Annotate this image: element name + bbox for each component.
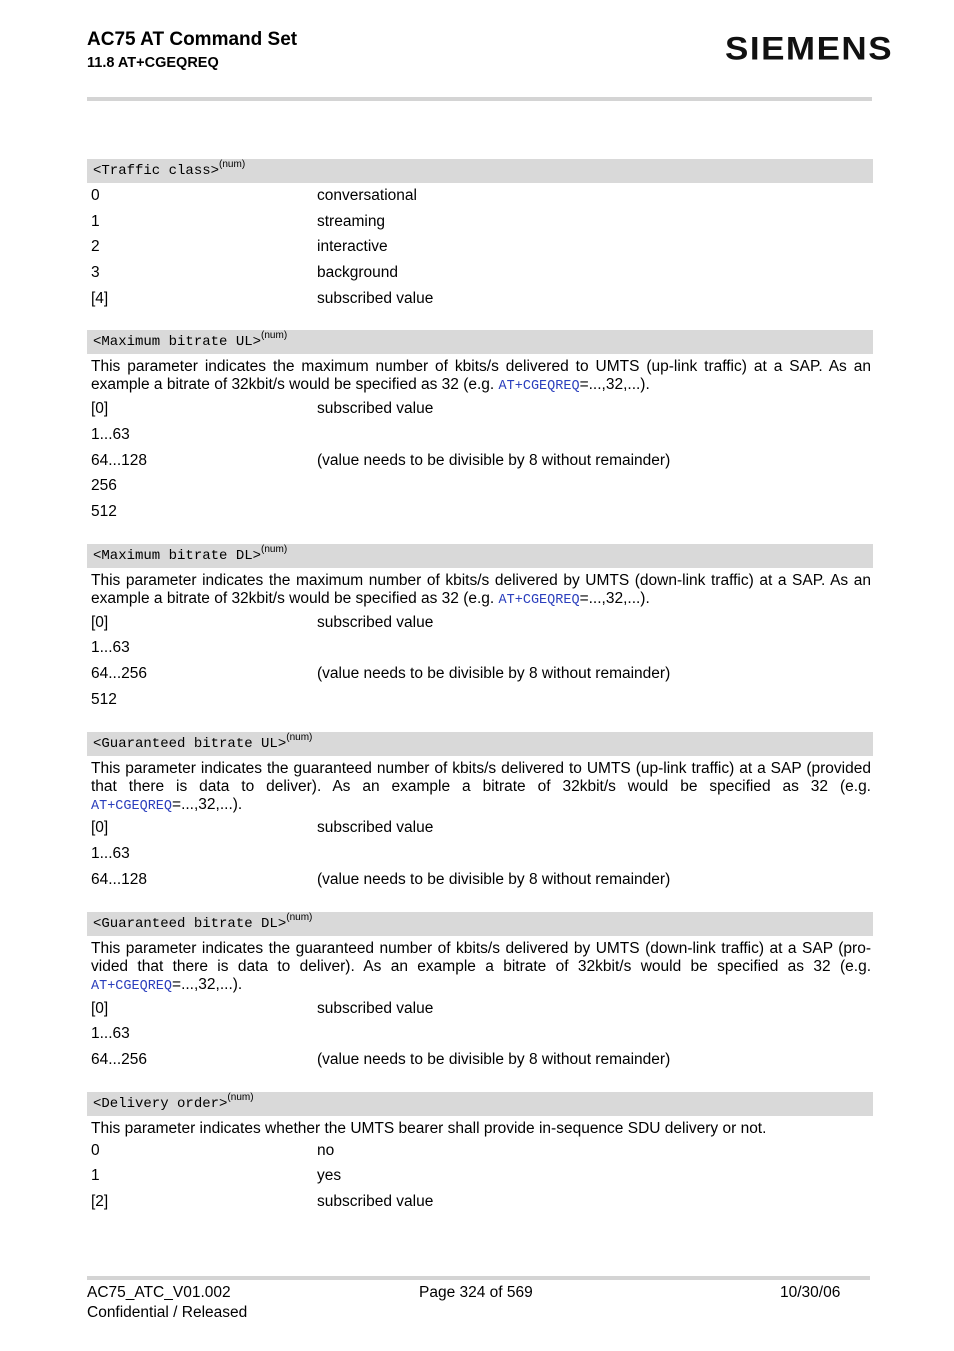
value-row bbox=[87, 1138, 873, 1164]
command-link[interactable]: AT+CGEQREQ bbox=[498, 592, 580, 608]
value-row bbox=[87, 867, 873, 893]
description-text: =...,32,...). bbox=[172, 795, 243, 813]
command-link[interactable]: AT+CGEQREQ bbox=[498, 379, 580, 395]
value-meaning: (value needs to be divisible by 8 without remainder) bbox=[317, 451, 671, 469]
header-divider bbox=[87, 97, 872, 101]
parameter-section bbox=[87, 159, 873, 311]
value-row bbox=[87, 1047, 873, 1073]
value-meaning: (value needs to be divisible by 8 without remainder) bbox=[317, 1050, 671, 1068]
value-row bbox=[87, 610, 873, 636]
parameter-header bbox=[87, 1092, 873, 1116]
parameter-value: 1 bbox=[91, 1167, 100, 1185]
value-meaning: (value needs to be divisible by 8 without remainder) bbox=[317, 665, 671, 683]
parameter-name: <Guaranteed bitrate DL> bbox=[93, 915, 287, 932]
value-meaning: subscribed value bbox=[317, 819, 434, 837]
value-row bbox=[87, 499, 873, 525]
parameter-value: 64...256 bbox=[91, 665, 148, 683]
description-text: =...,32,...). bbox=[579, 376, 650, 394]
parameter-description bbox=[87, 354, 873, 396]
parameter-value: 1...63 bbox=[91, 639, 130, 657]
value-row bbox=[87, 661, 873, 687]
siemens-logo: SIEMENS bbox=[725, 31, 894, 67]
parameter-header bbox=[87, 732, 873, 756]
footer-page-number: Page 324 of 569 bbox=[419, 1284, 533, 1301]
parameter-value: [4] bbox=[91, 289, 109, 307]
parameter-value: [0] bbox=[91, 819, 109, 837]
parameter-name: <Maximum bitrate UL> bbox=[93, 334, 262, 351]
parameter-type: (num) bbox=[261, 543, 288, 555]
value-meaning: (value needs to be divisible by 8 without remainder) bbox=[317, 870, 671, 888]
parameter-description bbox=[87, 1116, 873, 1138]
parameter-value: 64...128 bbox=[91, 870, 148, 888]
value-row bbox=[87, 396, 873, 422]
parameter-description bbox=[87, 936, 873, 996]
document-title: AC75 AT Command Set bbox=[87, 29, 298, 50]
command-link[interactable]: AT+CGEQREQ bbox=[91, 978, 173, 994]
parameter-description bbox=[87, 568, 873, 610]
value-row bbox=[87, 209, 873, 235]
parameter-header bbox=[87, 544, 873, 568]
value-meaning: interactive bbox=[317, 238, 388, 256]
description-text: This parameter indicates the maximum number of kbits/s delivered by UMTS (down-link traffic) at a SAP. As an example a bitrate of 32kbit/s would be specified as 32 (e.g. bbox=[91, 571, 871, 607]
value-meaning: no bbox=[317, 1141, 335, 1159]
parameter-value: 256 bbox=[91, 477, 117, 495]
value-row bbox=[87, 996, 873, 1022]
footer-divider bbox=[87, 1276, 870, 1280]
parameter-type: (num) bbox=[286, 911, 313, 923]
value-meaning: subscribed value bbox=[317, 289, 434, 307]
parameter-value: 512 bbox=[91, 503, 117, 521]
parameter-description bbox=[87, 756, 873, 816]
value-row bbox=[87, 234, 873, 260]
parameter-type: (num) bbox=[261, 330, 288, 342]
description-text: This parameter indicates the maximum number of kbits/s delivered to UMTS (up-link traffic) at a SAP. As an example a bitrate of 32kbit/s would be specified as 32 (e.g. bbox=[91, 358, 871, 394]
value-meaning: conversational bbox=[317, 186, 417, 204]
section-heading: 11.8 AT+CGEQREQ bbox=[87, 55, 219, 71]
description-text: This parameter indicates the guaranteed number of kbits/s delivered by UMTS (down-link traffic) at a SAP (pro-vided that there is data to deliver). As an example a bitrate of 32kbit/s would be specified as 32 (e.g. bbox=[91, 939, 871, 975]
value-row bbox=[87, 448, 873, 474]
parameter-value: 1...63 bbox=[91, 425, 130, 443]
parameter-type: (num) bbox=[219, 159, 246, 170]
value-row bbox=[87, 422, 873, 448]
value-row bbox=[87, 1021, 873, 1047]
parameter-name: <Guaranteed bitrate UL> bbox=[93, 735, 287, 752]
value-row bbox=[87, 816, 873, 842]
parameter-type: (num) bbox=[227, 1091, 254, 1103]
parameter-value: [2] bbox=[91, 1192, 109, 1210]
footer-status: Confidential / Released bbox=[87, 1304, 248, 1321]
parameter-name: <Traffic class> bbox=[93, 163, 220, 179]
parameter-header bbox=[87, 159, 873, 183]
parameter-section bbox=[87, 330, 873, 524]
parameter-value: 1...63 bbox=[91, 1025, 130, 1043]
command-link[interactable]: AT+CGEQREQ bbox=[91, 798, 173, 814]
value-row bbox=[87, 286, 873, 312]
value-meaning: yes bbox=[317, 1167, 342, 1185]
parameter-name: <Maximum bitrate DL> bbox=[93, 547, 262, 564]
description-text: This parameter indicates the guaranteed number of kbits/s delivered to UMTS (up-link traffic) at a SAP (provided that there is data to deliver). As an example a bitrate of 32kbit/s would be specified as 32 (e.g. bbox=[91, 759, 871, 795]
value-row bbox=[87, 474, 873, 500]
value-row bbox=[87, 260, 873, 286]
parameter-value: [0] bbox=[91, 400, 109, 418]
parameter-value: 0 bbox=[91, 186, 100, 204]
parameter-value: 3 bbox=[91, 263, 100, 281]
value-meaning: subscribed value bbox=[317, 400, 434, 418]
value-row bbox=[87, 1189, 873, 1215]
value-row bbox=[87, 636, 873, 662]
parameter-section bbox=[87, 1092, 873, 1215]
value-meaning: subscribed value bbox=[317, 1192, 434, 1210]
description-text: =...,32,...). bbox=[172, 975, 243, 993]
value-meaning: background bbox=[317, 263, 399, 281]
footer-doc-id: AC75_ATC_V01.002 bbox=[87, 1284, 231, 1301]
parameter-value: 1 bbox=[91, 212, 100, 230]
parameter-section bbox=[87, 544, 873, 713]
parameter-header bbox=[87, 330, 873, 354]
parameter-value: 64...128 bbox=[91, 451, 148, 469]
value-meaning: subscribed value bbox=[317, 999, 434, 1017]
parameter-type: (num) bbox=[286, 731, 313, 743]
value-row bbox=[87, 687, 873, 713]
parameter-value: 0 bbox=[91, 1141, 100, 1159]
parameter-list bbox=[87, 159, 873, 1234]
description-text: This parameter indicates whether the UMTS bearer shall provide in-sequence SDU delivery or not. bbox=[91, 1119, 767, 1137]
parameter-value: [0] bbox=[91, 999, 109, 1017]
parameter-value: 512 bbox=[91, 690, 117, 708]
footer-date: 10/30/06 bbox=[780, 1284, 841, 1301]
value-row bbox=[87, 183, 873, 209]
parameter-value: 64...256 bbox=[91, 1050, 148, 1068]
parameter-value: [0] bbox=[91, 613, 109, 631]
description-text: =...,32,...). bbox=[579, 589, 650, 607]
parameter-value: 1...63 bbox=[91, 845, 130, 863]
value-meaning: streaming bbox=[317, 212, 386, 230]
value-meaning: subscribed value bbox=[317, 613, 434, 631]
parameter-section bbox=[87, 912, 873, 1073]
parameter-section bbox=[87, 732, 873, 893]
value-row bbox=[87, 1163, 873, 1189]
parameter-header bbox=[87, 912, 873, 936]
parameter-value: 2 bbox=[91, 238, 100, 256]
parameter-name: <Delivery order> bbox=[93, 1095, 228, 1112]
value-row bbox=[87, 841, 873, 867]
